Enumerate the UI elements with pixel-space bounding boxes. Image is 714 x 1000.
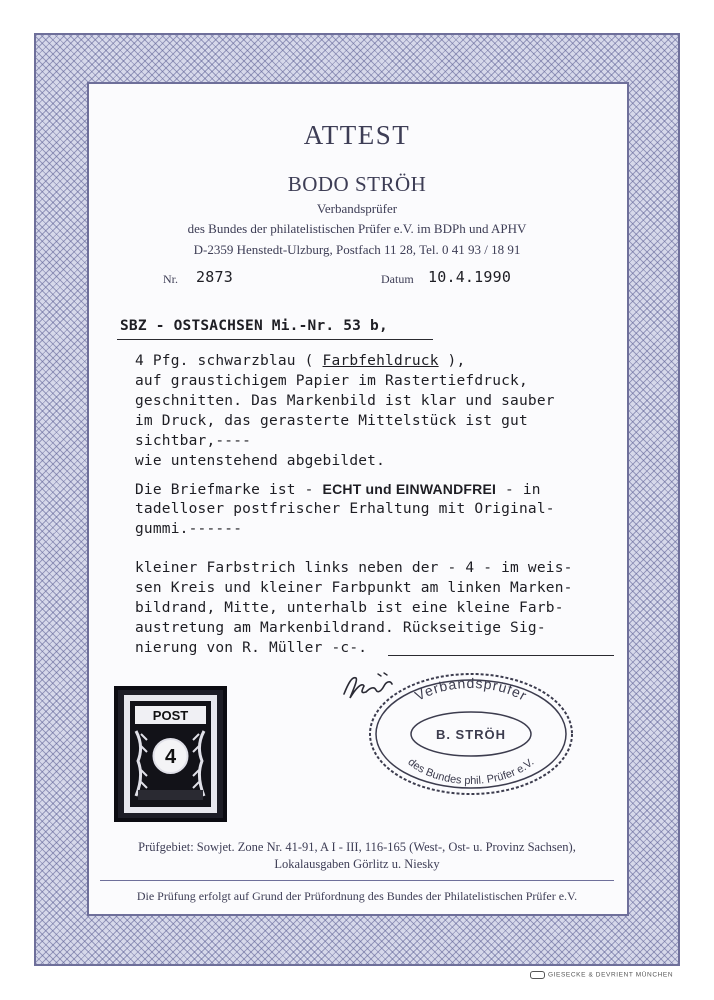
remarks-line-5: nierung von R. Müller -c-. (135, 640, 368, 656)
seal-bottom-text: des Bundes phil. Prüfer e.V. (405, 756, 537, 788)
stamp-identification: SBZ - OSTSACHSEN Mi.-Nr. 53 b, (120, 318, 388, 334)
remarks-line-3: bildrand, Mitte, unterhalb ist eine kleine Farb- (135, 600, 564, 616)
seal-top-text: Verbandsprüfer (412, 674, 531, 704)
expert-seal (366, 670, 576, 798)
printer-logo-icon (530, 971, 545, 979)
description-line-6: wie untenstehend abgebildet. (135, 453, 386, 469)
verdict-line-1 (135, 481, 541, 498)
remarks-line-2: sen Kreis und kleiner Farbpunkt am linken Marken- (135, 580, 573, 596)
seal-center-text: B. STRÖH (435, 727, 507, 742)
description-line-3: geschnitten. Das Markenbild ist klar und sauber (135, 393, 555, 409)
scope-line-1: Prüfgebiet: Sowjet. Zone Nr. 41-91, A I - III, 116-165 (West-, Ost- u. Provinz Sachsen), (138, 840, 576, 854)
association-line: des Bundes der philatelistischen Prüfer e.V. im BDPh und APHV (187, 221, 527, 236)
certificate-number: 2873 (196, 268, 233, 286)
verdict-line-3: gummi.------ (135, 521, 243, 537)
remarks-line-1: kleiner Farbstrich links neben der - 4 - im weis- (135, 560, 573, 576)
verdict-text: - in (496, 482, 541, 498)
description-line-4: im Druck, das gerasterte Mittelstück ist gut (135, 413, 528, 429)
verdict-line-2: tadelloser postfrischer Erhaltung mit Original- (135, 501, 555, 517)
svg-text:des Bundes phil. Prüfer e.V. (406, 756, 537, 787)
remarks-line-4: austretung am Markenbildrand. Rückseitige Sig- (135, 620, 546, 636)
remarks-end-line (388, 655, 614, 656)
description-line-2: auf graustichigem Papier im Rastertiefdruck, (135, 373, 528, 389)
description-text: 4 Pfg. schwarzblau ( (135, 353, 323, 369)
description-line-5: sichtbar,---- (135, 433, 252, 449)
error-print-highlight: Farbfehldruck (322, 353, 439, 369)
description-text: ), (438, 353, 466, 369)
certificate-date: 10.4.1990 (428, 268, 512, 286)
certificate-title: ATTEST (303, 120, 411, 150)
description-line-1 (135, 353, 465, 369)
expert-name: BODO STRÖH (287, 172, 427, 196)
expert-role: Verbandsprüfer (316, 201, 398, 216)
examination-rule: Die Prüfung erfolgt auf Grund der Prüfordnung des Bundes der Philatelistischen Prüfer e.V. (136, 889, 578, 903)
date-label: Datum (381, 272, 414, 286)
nr-label: Nr. (163, 272, 178, 286)
printer-name: GIESECKE & DEVRIENT MÜNCHEN (548, 971, 674, 979)
address-line: D-2359 Henstedt-Ulzburg, Postfach 11 28, Tel. 0 41 93 / 18 91 (193, 242, 521, 257)
stamp-denomination: 4 (164, 746, 177, 768)
stamp-photo (114, 686, 227, 822)
stamp-id-underline (117, 339, 433, 340)
footer-divider (100, 880, 614, 881)
verdict-text: Die Briefmarke ist - (135, 482, 323, 498)
printer-imprint (530, 971, 673, 979)
stamp-post-text: POST (152, 708, 189, 723)
genuine-flawless-label: ECHT und EINWANDFREI (322, 481, 497, 497)
scope-line-2: Lokalausgaben Görlitz u. Niesky (274, 857, 440, 871)
